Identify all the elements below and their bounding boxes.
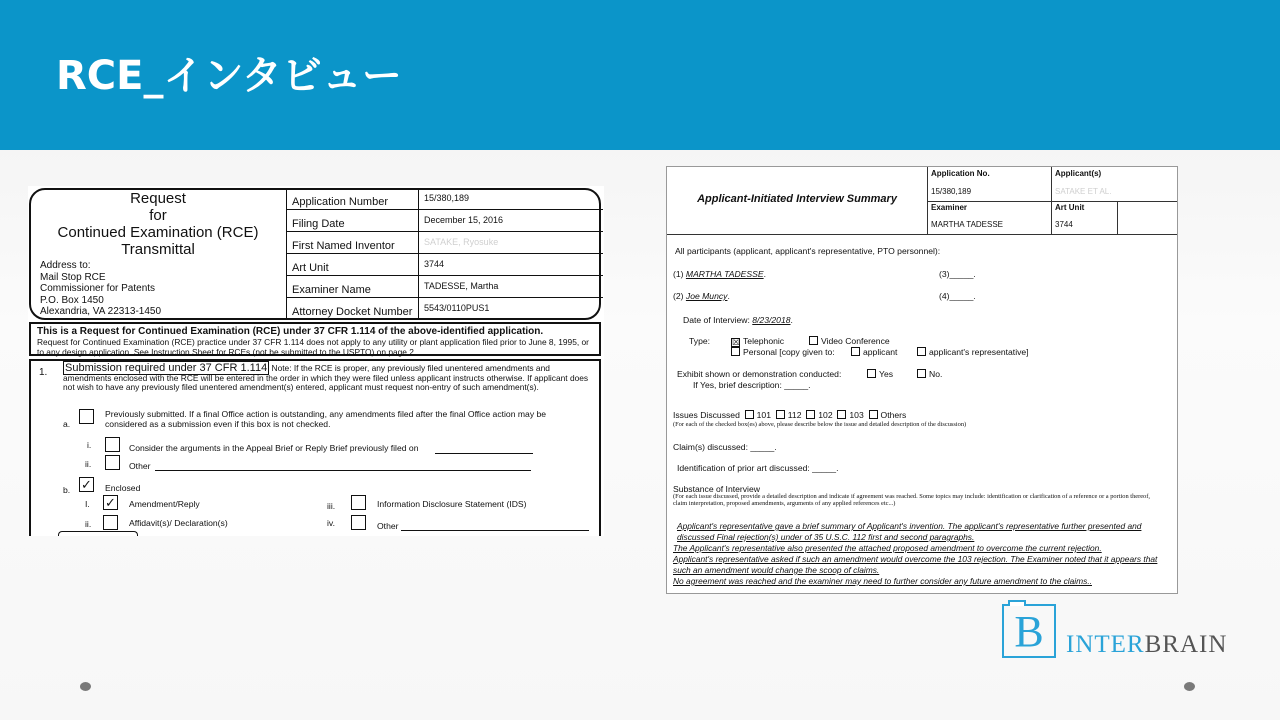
substance-of-interview: Applicant's representative gave a brief summary of Applicant's invention. The applicant's representative further presented and discussed Final rejection(s) under of 35 U.S.C. 112 first and second paragraphs. The Applicant's representative also presented the attached proposed amendment to overcome the current rejection. Applicant's representative asked if such an amendment would overcome the 103 rejection. The Examiner noted that it appears that such an amendment would change the scoop of claims. No agreement was reached and the examiner may need to further consider any future amendment to the claims.. (673, 521, 1158, 586)
field-row: Examiner Name TADESSE, Martha (287, 276, 603, 298)
checkbox-representative[interactable] (917, 347, 926, 356)
participant-2: Joe Muncy (685, 291, 728, 301)
interview-date: 8/23/2018 (752, 315, 791, 325)
left-dot (80, 682, 91, 691)
attorney-docket-number: 5543/0110PUS1 (424, 303, 490, 313)
mailing-address: Address to: Mail Stop RCE Commissioner for Patents P.O. Box 1450 Alexandria, VA 22313-1450 (40, 260, 162, 317)
checkbox-issue-others[interactable] (869, 410, 878, 419)
checkbox-amendment-reply[interactable]: ✓ (103, 495, 118, 510)
examiner-name: TADESSE, Martha (424, 281, 499, 291)
checkbox-issue-102[interactable] (806, 410, 815, 419)
checkbox-appeal-brief[interactable] (105, 437, 120, 452)
examiner: MARTHA TADESSE (931, 220, 1004, 229)
checkbox-ids[interactable] (351, 495, 366, 510)
application-info-grid (286, 188, 602, 320)
other-enclosed-line (401, 530, 589, 531)
checkbox-exhibit-no[interactable] (917, 369, 926, 378)
checkbox-personal[interactable] (731, 347, 740, 356)
field-row: Filing Date December 15, 2016 (287, 210, 603, 232)
checkbox-video-conference[interactable] (809, 336, 818, 345)
field-row: Application Number 15/380,189 (287, 188, 603, 210)
submission-section: 1. Submission required under 37 CFR 1.114 Note: If the RCE is proper, any previously filed unentered amendments and amendments enclosed with the RCE will be entered in the order in which they were filed unless applicant instructs otherwise. If applicant does not wish to have any previously filed unentered amendment(s) entered, applicant must request non-entry of such amendment(s). a. Previously submitted. If a final Office action is outstanding, any amendments filed after the final Office action may be considered as a submission even if this box is not checked. i. Consider the arguments in the Appeal Brief or Reply Brief previously filed on ii. Other b. ✓ Enclosed I. ✓ Amendment/Reply ii. Affidavit(s)/ Declaration(s) iii. Information Disclosure Statement (IDS) iv. Other (29, 359, 601, 536)
interbrain-logo (1002, 602, 1264, 660)
interview-summary-title: Applicant-Initiated Interview Summary (697, 193, 897, 205)
section-note: Note: If the RCE is proper, any previously filed unentered amendments and amendments enclosed with the RCE will be entered in the order in which they were filed unless applicant instructs otherwise. If applicant does not wish to have any previously filed unentered amendment(s) entered, applicant must request non-entry of such amendment(s). (63, 363, 589, 392)
other-line (155, 470, 531, 471)
section-heading: Submission required under 37 CFR 1.114 (65, 362, 268, 374)
rce-transmittal-form (28, 186, 604, 536)
rce-notice: This is a Request for Continued Examination (RCE) under 37 CFR 1.114 of the above-identified application. Request for Continued Examination (RCE) practice under 37 CFR 1.114 does not apply to any utility or plant application filed prior to June 8, 1995, or to any design application. See Instruction Sheet for RCEs (not be submitted to the USPTO) on page 2. (29, 322, 601, 356)
application-no: 15/380,189 (931, 187, 972, 196)
checkbox-affidavit[interactable] (103, 515, 118, 530)
filing-date: December 15, 2016 (424, 215, 504, 225)
checkbox-previously-submitted[interactable] (79, 409, 94, 424)
first-named-inventor: SATAKE, Ryosuke (424, 237, 499, 247)
application-number: 15/380,189 (424, 193, 470, 203)
checkbox-telephonic[interactable]: ☒ (732, 337, 741, 347)
interview-summary-header: Applicant-Initiated Interview Summary Application No. 15/380,189 Applicant(s) SATAKE ET AL. Examiner MARTHA TADESSE Art Unit 3744 (667, 167, 1178, 235)
field-row: Art Unit 3744 (287, 254, 603, 276)
field-row: Attorney Docket Number 5543/0110PUS1 (287, 298, 603, 320)
checkbox-applicant[interactable] (851, 347, 860, 356)
participant-1: MARTHA TADESSE (685, 269, 764, 279)
slide-title: RCE_インタビュー (56, 53, 402, 99)
checkbox-issue-103[interactable] (837, 410, 846, 419)
right-dot (1184, 682, 1195, 691)
art-unit-value: 3744 (1055, 220, 1073, 229)
checkbox-exhibit-yes[interactable] (867, 369, 876, 378)
field-row: First Named Inventor SATAKE, Ryosuke (287, 232, 603, 254)
applicants: SATAKE ET AL. (1055, 187, 1112, 196)
appeal-brief-date-line (435, 453, 533, 454)
logo-mark-icon: B (1002, 604, 1056, 658)
interview-summary-form: Applicant-Initiated Interview Summary Application No. 15/380,189 Applicant(s) SATAKE ET AL. Examiner MARTHA TADESSE Art Unit 3744 All participants (applicant, applicant's representative, PTO personnel): (1) MARTHA TADESSE. (3)_____. (2) Joe Muncy. (4)_____. Date of Interview: 8/23/2018. Type: ☒ Telephonic Video Conference Personal [copy given to: applicant applicant's representative] Exhibit shown or demonstration conducted: Yes No. If Yes, brief description: _____. Issues Discussed 101 112 102 103 Others (For each of the checked box(es) above, please describe below the issue and detailed description of the discussion) Claim(s) discussed: _____. Identification of prior art discussed: _____. Substance of Interview (For each issue discussed, provide a detailed description and indicate if agreement was reached. Some topics may include: identification or clarification of a reference or a portion thereof, claim interpretation, proposed amendments, arguments of any applied references etc...) Applicant's representative gave a brief summary of Applicant's invention. The applicant's representative further presented and discussed Final rejection(s) under of 35 U.S.C. 112 first and second paragraphs. The Applicant's representative also presented the attached proposed amendment to overcome the current rejection. Applicant's representative asked if such an amendment would overcome the 103 rejection. The Examiner noted that it appears that such an amendment would change the scoop of claims. No agreement was reached and the examiner may need to further consider any future amendment to the claims.. (666, 166, 1178, 594)
checkbox-other-enclosed[interactable] (351, 515, 366, 530)
checkbox-issue-101[interactable] (745, 410, 754, 419)
checkbox-enclosed[interactable]: ✓ (79, 477, 94, 492)
checkbox-issue-112[interactable] (776, 410, 785, 419)
art-unit: 3744 (424, 259, 445, 269)
logo-wordmark: INTERBRAIN (1066, 631, 1228, 658)
slide-header (0, 0, 1280, 150)
rce-form-title: Request for Continued Examination (RCE) Transmittal (57, 190, 259, 258)
bottom-box-edge (58, 531, 138, 536)
checkbox-other[interactable] (105, 455, 120, 470)
